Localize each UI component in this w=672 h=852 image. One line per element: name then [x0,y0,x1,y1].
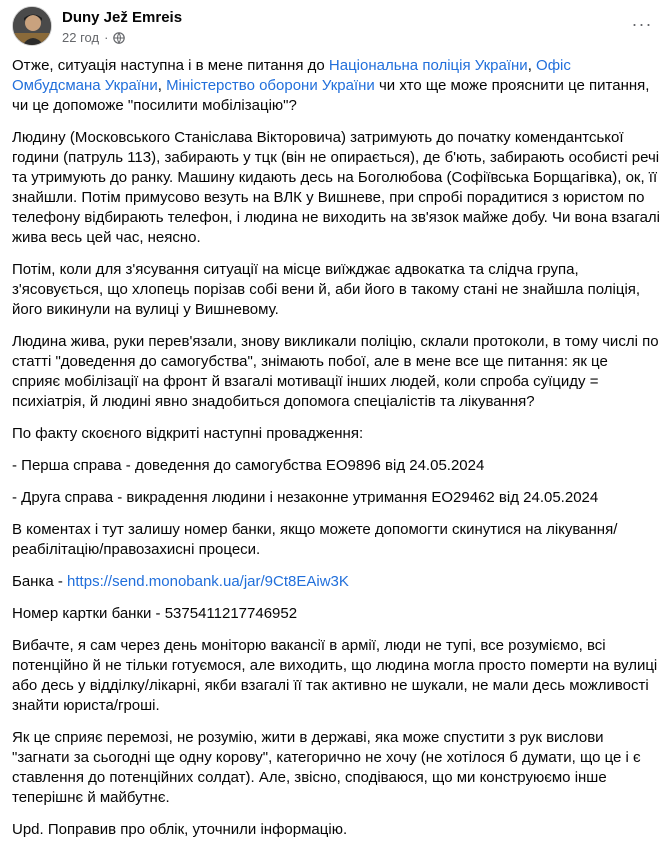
bank-link[interactable]: https://send.monobank.ua/jar/9Ct8EAiw3K [67,573,349,590]
link-ministry-defense[interactable]: Міністерство оборони України [166,77,375,94]
link-ombudsman[interactable]: Офіс Омбудсмана України [12,57,571,94]
avatar[interactable] [12,6,52,46]
post-paragraph-6: - Друга справа - викрадення людини і незаконне утримання ЕО29462 від 24.05.2024 [12,489,599,506]
avatar-image [13,7,52,46]
post-paragraph-4: По факту скоєного відкриті наступні провадження: [12,425,364,442]
post-paragraph-card: Номер картки банки - 5375411217746952 [12,605,298,622]
post-paragraph-10: Upd. Поправив про облік, уточнили інформацію. [12,821,348,838]
post-paragraph-9: Як це сприяє перемозі, не розумію, жити в державі, яка може спустити з рук вислови "загнати за сьогодні ще одну корову", категорично не хочу (не хотілося б думати, що це і є ставлення до потенційних солдат). Але, звісно, сподіваюся, що ми конструюємо інше теперішнє й майбутнє. [12,729,641,806]
post-paragraph-8: Вибачте, я сам через день моніторю вакансії в армії, люди не тупі, все розуміємо, всі потенційно й не тільки готуємося, але виходить, що людина могла просто померти на вулиці або десь у відділку/лікарні, якби взагалі її так активно не шукали, не мали десь можливості знайти юриста/гроші. [12,637,658,714]
bank-label: Банка - [12,573,68,590]
post-paragraph-1: Людину (Московського Станіслава Вікторовича) затримують до початку комендантської години (патруль 113), забирають у тцк (він не опирається), де б'ють, забирають особисті речі та утримують до ранку. Машину кидають десь на Боголюбова (Софіївська Борщагівка), ок, її знайшли. Потім примусово везуть на ВЛК у Вишневе, при спробі порадитися з юристом по телефону відбирають телефон, і людина не виходить на зв'язок майже добу. Чи вона взагалі жива весь цей час, неясно. [12,129,661,246]
link-national-police[interactable]: Національна поліція України [328,57,528,74]
globe-icon [113,32,125,44]
post-time[interactable]: 22 год [62,30,100,45]
intro-comma-1: , [527,57,537,74]
intro-text-before: Отже, ситуація наступна і в мене питання до [12,57,329,74]
post-paragraph-7: В коментах і тут залишу номер банки, якщо можете допомогти скинутися на лікування/реабілітацію/правозахисні процеси. [12,521,618,558]
post-paragraph-intro [12,56,660,116]
post-paragraph-bank [12,572,660,592]
more-icon[interactable]: ··· [631,13,653,34]
post-paragraph-5: - Перша справа - доведення до самогубства ЕО9896 від 24.05.2024 [12,457,485,474]
post-body [12,56,660,852]
post-header [12,6,660,50]
intro-comma-2: , [157,77,167,94]
author-name[interactable]: Duny Jež Emreis [62,9,183,26]
meta-separator: · [104,30,109,45]
post-meta [62,30,125,45]
intro-text-after: чи хто ще може прояснити це питання, чи це допоможе "посилити мобілізацію"? [12,77,650,114]
post-paragraph-3: Людина жива, руки перев'язали, знову викликали поліцію, склали протоколи, в тому числі по статті "доведення до самогубства", знімають побої, але в мене все ще питання: як це сприяє мобілізації на фронт й взагалі мотивації інших людей, коли спроба суїциду = психіатрія, й людині явно знадобиться допомога спеціалістів та лікування? [12,333,659,410]
post-paragraph-2: Потім, коли для з'ясування ситуації на місце виїжджає адвокатка та слідча група, з'ясовується, що хлопець порізав собі вени й, аби його в такому стані не знайшла поліція, його викинули на вулиці у Вишневому. [12,261,641,318]
